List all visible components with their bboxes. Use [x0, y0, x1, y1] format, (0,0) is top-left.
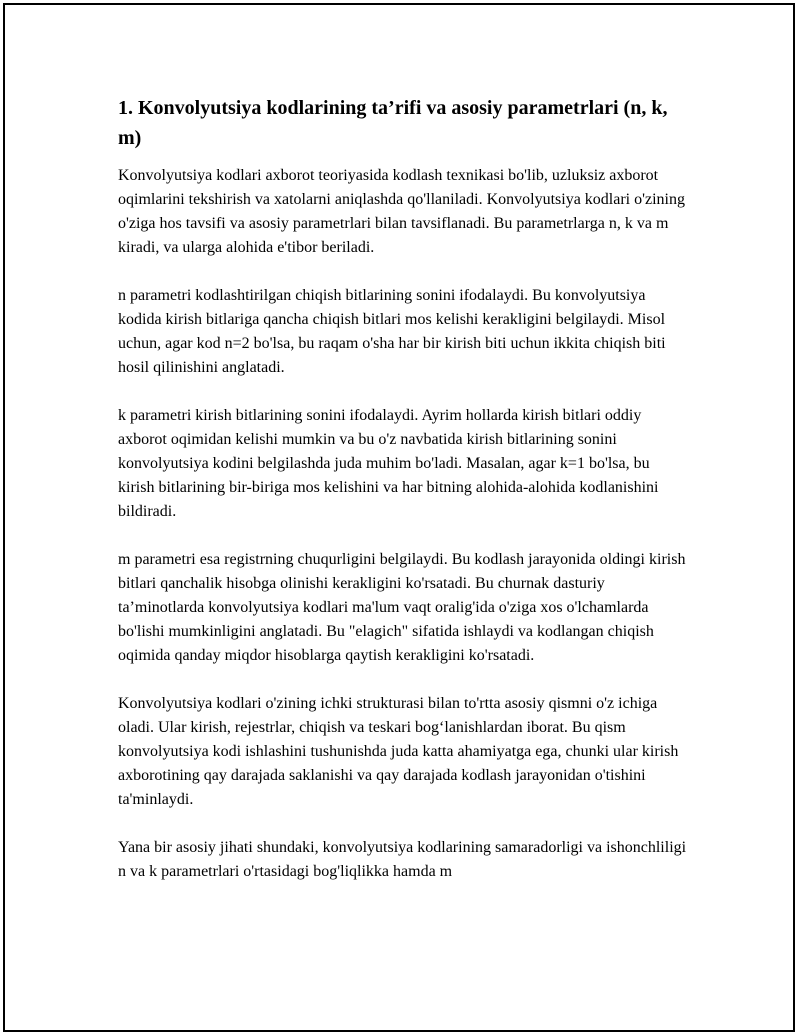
paragraph-efficiency: Yana bir asosiy jihati shundaki, konvolyutsiya kodlarining samaradorligi va ishonchliligi n va k parametrlari o'rtasidagi bog'liqlikka hamda m [118, 839, 687, 880]
section-heading: 1. Konvolyutsiya kodlarining ta’rifi va asosiy parametrlari (n, k, m) [118, 97, 668, 149]
document-body [118, 93, 688, 908]
paragraph-k-parameter: k parametri kirish bitlarining sonini ifodalaydi. Ayrim hollarda kirish bitlari oddiy axborot oqimidan kelishi mumkin va bu o'z navbatida kirish bitlarining sonini konvolyutsiya kodini belgilashda juda muhim bo'ladi. Masalan, agar k=1 bo'lsa, bu kirish bitlarining bir-biriga mos kelishini va har bitning alohida-alohida kodlanishini bildiradi. [118, 407, 659, 520]
paragraph-m-parameter: m parametri esa registrning chuqurligini belgilaydi. Bu kodlash jarayonida oldingi kirish bitlari qanchalik hisobga olinishi kerakligini ko'rsatadi. Bu churnak dasturiy ta’minotlarda konvolyutsiya kodlari ma'lum vaqt oralig'ida o'ziga xos o'lchamlarda bo'lishi mumkinligini anglatadi. Bu "elagich" sifatida ishlaydi va kodlangan chiqish oqimida qanday miqdor hisoblarga qaytish kerakligini ko'rsatadi. [118, 551, 686, 664]
paragraph-intro: Konvolyutsiya kodlari axborot teoriyasida kodlash texnikasi bo'lib, uzluksiz axborot oqimlarini tekshirish va xatolarni aniqlashda qo'llaniladi. Konvolyutsiya kodlari o'zining o'ziga hos tavsifi va asosiy parametrlari bilan tavsiflanadi. Bu parametrlarga n, k va m kiradi, va ularga alohida e'tibor beriladi. [118, 167, 685, 256]
paragraph-structure: Konvolyutsiya kodlari o'zining ichki strukturasi bilan to'rtta asosiy qismni o'z ichiga oladi. Ular kirish, rejestrlar, chiqish va teskari bog‘lanishlardan iborat. Bu qism konvolyutsiya kodi ishlashini tushunishda juda katta ahamiyatga ega, chunki ular kirish axborotining qay darajada saklanishi va qay darajada kodlash jarayonidan o'tishini ta'minlaydi. [118, 695, 679, 808]
paragraph-n-parameter: n parametri kodlashtirilgan chiqish bitlarining sonini ifodalaydi. Bu konvolyutsiya kodida kirish bitlariga qancha chiqish bitlari mos kelishi kerakligini belgilaydi. Misol uchun, agar kod n=2 bo'lsa, bu raqam o'sha har bir kirish biti uchun ikkita chiqish biti hosil qilinishini anglatadi. [118, 287, 666, 376]
